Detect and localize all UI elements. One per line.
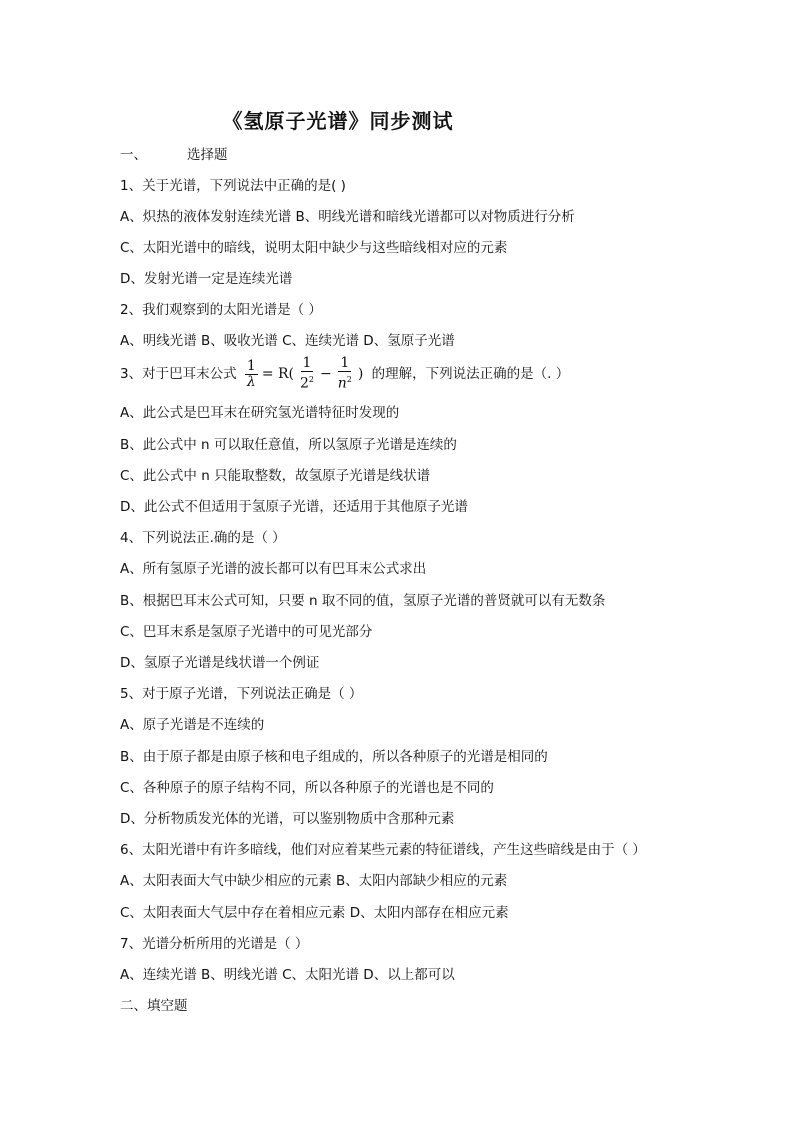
formula-lhs-numerator: 1: [246, 357, 256, 374]
balmer-formula: [243, 355, 365, 393]
question-3-option-a: A、此公式是巴耳末在研究氢光谱特征时发现的: [120, 405, 400, 421]
question-2-options: A、明线光谱 B、吸收光谱 C、连续光谱 D、氢原子光谱: [120, 333, 455, 349]
question-5-option-a: A、原子光谱是不连续的: [120, 717, 265, 733]
question-1: 1、关于光谱，下列说法中正确的是( ): [120, 178, 346, 194]
formula-fraction-2-denominator: $n^2$: [337, 375, 352, 392]
question-3: [120, 355, 569, 393]
question-4-option-d: D、氢原子光谱是线状谱一个例证: [120, 655, 320, 671]
formula-close-paren: ): [357, 366, 364, 382]
question-4: 4、下列说法正.确的是（ ）: [120, 530, 286, 546]
formula-minus: −: [320, 366, 332, 382]
page-title: 《氢原子光谱》同步测试: [222, 109, 454, 133]
formula-equals-r: = R(: [261, 366, 294, 382]
question-1-options-ab: A、炽热的液体发射连续光谱 B、明线光谱和暗线光谱都可以对物质进行分析: [120, 209, 575, 225]
formula-fraction-1-denominator: $2^2$: [300, 375, 315, 392]
question-4-option-c: C、巴耳末系是氢原子光谱中的可见光部分: [120, 624, 373, 640]
formula-fraction-2-numerator: 1: [340, 355, 350, 372]
question-2: 2、我们观察到的太阳光谱是（ ）: [120, 302, 322, 318]
question-5-option-d: D、分析物质发光体的光谱，可以鉴别物质中含那种元素: [120, 811, 455, 827]
question-3-suffix: 的理解，下列说法正确的是（. ）: [371, 366, 570, 382]
section-heading-choice: [120, 145, 228, 165]
question-4-option-a: A、所有氢原子光谱的波长都可以有巴耳末公式求出: [120, 561, 427, 577]
question-5-option-c: C、各种原子的原子结构不同，所以各种原子的光谱也是不同的: [120, 780, 494, 796]
formula-fraction-1-numerator: 1: [302, 355, 312, 372]
section-label: 选择题: [187, 147, 228, 163]
formula-lhs-denominator: λ: [246, 373, 256, 390]
question-1-option-c: C、太阳光谱中的暗线，说明太阳中缺少与这些暗线相对应的元素: [120, 240, 508, 256]
formula-fraction-1: [298, 356, 316, 392]
section-number: 一、: [120, 147, 147, 163]
question-3-option-c: C、此公式中 n 只能取整数，故氢原子光谱是线状谱: [120, 468, 431, 484]
question-6-options-cd: C、太阳表面大气层中存在着相应元素 D、太阳内部存在相应元素: [120, 905, 509, 921]
question-7-options: A、连续光谱 B、明线光谱 C、太阳光谱 D、以上都可以: [120, 967, 455, 983]
question-6: 6、太阳光谱中有许多暗线，他们对应着某些元素的特征谱线，产生这些暗线是由于（ ）: [120, 842, 646, 858]
question-3-option-b: B、此公式中 n 可以取任意值，所以氢原子光谱是连续的: [120, 437, 457, 453]
section-heading-fill-in: 二、填空题: [120, 998, 188, 1014]
question-3-option-d: D、此公式不但适用于氢原子光谱，还适用于其他原子光谱: [120, 499, 468, 515]
question-5-option-b: B、由于原子都是由原子核和电子组成的，所以各种原子的光谱是相同的: [120, 749, 548, 765]
question-7: 7、光谱分析所用的光谱是（ ）: [120, 936, 309, 952]
question-5: 5、对于原子光谱，下列说法正确是（ ）: [120, 686, 363, 702]
question-3-prefix: 3、对于巴耳末公式: [120, 366, 237, 382]
question-6-options-ab: A、太阳表面大气中缺少相应的元素 B、太阳内部缺少相应的元素: [120, 873, 508, 889]
question-4-option-b: B、根据巴耳末公式可知，只要 n 取不同的值，氢原子光谱的普贤就可以有无数条: [120, 593, 606, 609]
question-1-option-d: D、发射光谱一定是连续光谱: [120, 271, 293, 287]
formula-fraction-2: [336, 356, 354, 392]
formula-lhs-fraction: [245, 359, 258, 390]
